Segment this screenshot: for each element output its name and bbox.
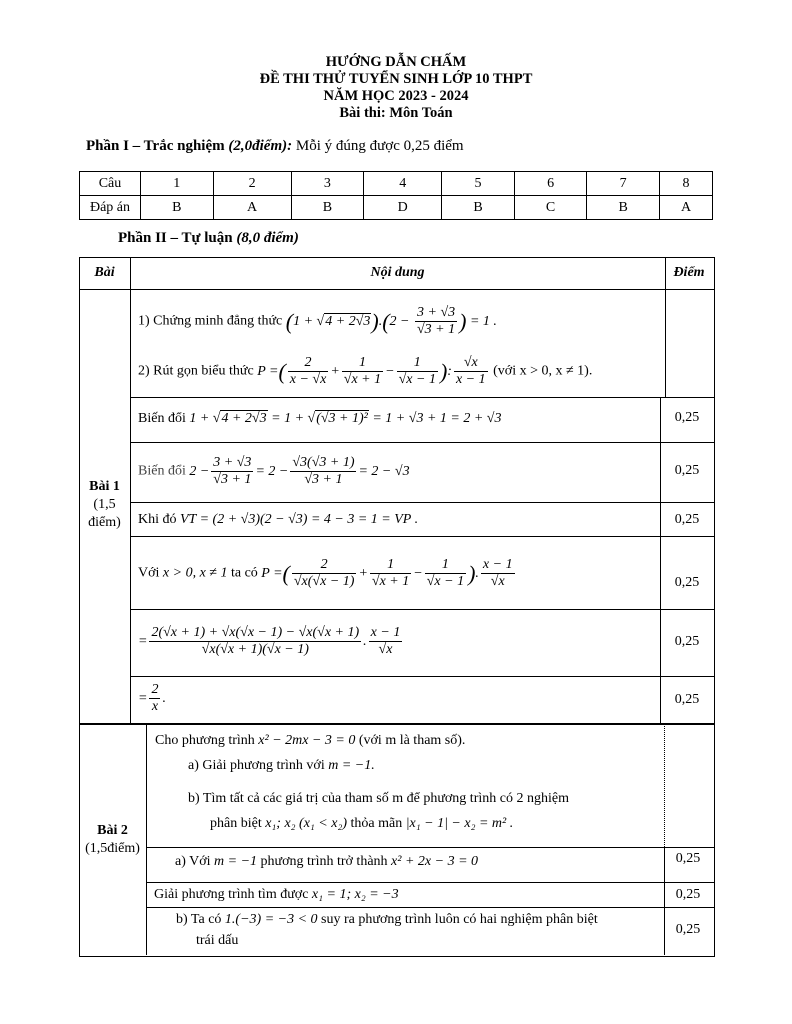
part1-heading <box>86 138 464 155</box>
answer-cell: C <box>514 196 587 220</box>
bai1-step-3 <box>138 511 658 529</box>
question-cell: 8 <box>660 172 713 196</box>
part1-note: Mỗi ý đúng được 0,25 điểm <box>292 138 464 154</box>
question-cell: 2 <box>213 172 291 196</box>
answer-table <box>79 171 713 220</box>
col-header-bai: Bài <box>94 265 115 280</box>
bai2-score-2: 0,25 <box>675 887 701 902</box>
step4-condition: x > 0, x ≠ 1 <box>162 565 228 581</box>
step5-formula: = $\frac{2(√x + 1) + √x(√x - 1) - √x(√x + 1)}{√x(√x + 1)(√x - 1)}$ . $\frac{x - 1}{√x}$ <box>138 625 401 657</box>
answer-table-question-row <box>80 172 713 196</box>
col-header-noi-dung: Nội dung <box>370 265 425 280</box>
bai2-intro <box>155 732 660 750</box>
answer-cell: A <box>660 196 713 220</box>
sb-text: b) Ta có <box>176 912 222 927</box>
row-divider <box>130 502 714 503</box>
part2-heading <box>118 230 299 247</box>
step6-formula: = $\frac{2}{x}$ . <box>138 682 166 714</box>
bai1-score-4: 0,25 <box>674 575 700 590</box>
answer-table-answer-row <box>80 196 713 220</box>
question-cell: 1 <box>141 172 214 196</box>
step1-formula: 1 + √4 + 2√3 = 1 + √(√3 + 1)² = 1 + √3 + 1 = 2 + √3 <box>189 411 502 426</box>
q1-text: 1) Chứng minh đẳng thức <box>138 313 283 329</box>
bai1-points-2: điểm) <box>88 515 121 530</box>
step4-mid: ta có <box>230 565 258 581</box>
answer-cell: B <box>587 196 660 220</box>
bai1-step-1 <box>138 410 658 428</box>
qb-text: phân biệt <box>210 816 262 831</box>
sb-rest: suy ra phương trình luôn có hai nghiệm phân biệt <box>321 912 598 927</box>
qb-mid: thỏa mãn <box>350 816 403 831</box>
header-line-4: Bài thi: Môn Toán <box>339 105 453 121</box>
q2-condition: (với x > 0, x ≠ 1). <box>493 363 593 379</box>
part2-points: (8,0 điểm) <box>236 230 299 246</box>
row-divider <box>130 397 714 398</box>
qa-value: m = −1. <box>328 758 375 773</box>
step2-prefix: Biến đổi <box>138 463 186 479</box>
step3-formula: VT = (2 + √3)(2 − √3) = 4 − 3 = 1 = VP . <box>180 512 419 527</box>
bai1-score-1: 0,25 <box>674 410 700 425</box>
answer-cell: B <box>141 196 214 220</box>
question-cell: 3 <box>291 172 364 196</box>
bai2-solution-a2 <box>154 886 654 904</box>
bai2-solution-b-line2: trái dấu <box>196 933 239 948</box>
sa-equation: x² + 2x − 3 = 0 <box>391 854 479 869</box>
bai2-solution-a <box>175 853 660 871</box>
q1-formula: (1 + √4 + 2√3).(2 − $\frac{3 + √3}{√3 + 1}$ ) = 1 . <box>285 305 497 337</box>
q2-text: 2) Rút gọn biểu thức <box>138 363 254 379</box>
bai1-step-5 <box>138 625 658 658</box>
question-cell: 5 <box>442 172 515 196</box>
qb-condition: |x₁ − 1| − x₂ = m² . <box>405 816 514 831</box>
col-divider <box>130 257 131 723</box>
row-divider <box>130 609 714 610</box>
header-line-1: HƯỚNG DẪN CHẤM <box>325 54 467 70</box>
bai1-question-2 <box>138 355 663 388</box>
answer-cell: D <box>364 196 442 220</box>
row-divider <box>146 882 714 883</box>
row-divider <box>130 676 714 677</box>
row-divider <box>130 536 714 537</box>
sa-m: m = −1 <box>214 854 258 869</box>
bai1-score-2: 0,25 <box>674 463 700 478</box>
question-cell: 4 <box>364 172 442 196</box>
row-label-dap-an: Đáp án <box>80 196 141 220</box>
sa-mid: phương trình trở thành <box>260 854 388 869</box>
bai2-points: (1,5điểm) <box>85 841 140 856</box>
row-divider <box>130 442 714 443</box>
question-cell: 6 <box>514 172 587 196</box>
header-line-2: ĐỀ THI THỬ TUYỂN SINH LỚP 10 THPT <box>259 71 533 87</box>
intro-equation: x² − 2mx − 3 = 0 <box>258 733 356 748</box>
bai1-label: Bài 1 <box>89 479 120 494</box>
row-divider <box>146 907 714 908</box>
bai1-step-6 <box>138 682 658 715</box>
step2-formula: 2 − $\frac{3 + √3}{√3 + 1}$ = 2 − $\frac{√3(√3 + 1)}{√3 + 1}$ = 2 − √3 <box>189 455 410 487</box>
part1-title: Phần I – Trắc nghiệm <box>86 138 229 154</box>
bai2-score-1: 0,25 <box>675 851 701 866</box>
row-divider <box>79 289 714 290</box>
answer-cell: A <box>213 196 291 220</box>
bai2-score-3: 0,25 <box>675 922 701 937</box>
sa-text: a) Với <box>175 854 211 869</box>
header-line-3: NĂM HỌC 2023 - 2024 <box>323 88 469 104</box>
bai2-question-b-line2 <box>210 815 660 833</box>
bai2-solution-b <box>176 911 661 929</box>
qa-text: a) Giải phương trình với <box>188 758 325 773</box>
col-divider <box>146 723 147 955</box>
col-divider <box>664 723 665 847</box>
step1-prefix: Biến đổi <box>138 411 186 426</box>
row-divider <box>146 847 714 848</box>
q2-formula: P =( $\frac{2}{x - √x}$ + $\frac{1}{√x + 1}$ − $\frac{1}{√x - 1}$ ): $\frac{√x}{x - 1}$ <box>257 355 486 387</box>
question-cell: 7 <box>587 172 660 196</box>
col-header-diem: Điểm <box>673 265 705 280</box>
sa2-solution: x₁ = 1; x₂ = −3 <box>311 887 399 902</box>
part1-points: (2,0điểm): <box>228 138 293 154</box>
bai1-score-3: 0,25 <box>674 512 700 527</box>
bai1-step-4 <box>138 557 658 590</box>
col-divider <box>660 397 661 723</box>
bai1-score-6: 0,25 <box>674 692 700 707</box>
row-label-cau: Câu <box>80 172 141 196</box>
answer-cell: B <box>291 196 364 220</box>
step4-prefix: Với <box>138 565 160 581</box>
sa2-text: Giải phương trình tìm được <box>154 887 309 902</box>
bai1-points: (1,5 <box>93 497 116 512</box>
intro-text: Cho phương trình <box>155 733 255 748</box>
bai2-question-b-line1: b) Tìm tất cả các giá trị của tham số m để phương trình có 2 nghiệm <box>188 791 569 806</box>
part2-title: Phần II – Tự luận <box>118 230 237 246</box>
qb-roots: x₁; x₂ (x₁ < x₂) <box>265 816 347 831</box>
bai2-label: Bài 2 <box>97 823 128 838</box>
sb-formula: 1.(−3) = −3 < 0 <box>224 912 318 927</box>
intro-note: (với m là tham số). <box>358 733 466 748</box>
step4-formula: P =( $\frac{2}{√x(√x - 1)}$ + $\frac{1}{√x + 1}$ − $\frac{1}{√x - 1}$ ). $\frac{x - 1}{√x}$ <box>261 557 513 589</box>
bai1-step-2 <box>138 455 658 488</box>
bai1-question-1 <box>138 305 658 338</box>
bai2-question-a <box>188 757 658 775</box>
step3-prefix: Khi đó <box>138 512 177 527</box>
answer-cell: B <box>442 196 515 220</box>
bai1-score-5: 0,25 <box>674 634 700 649</box>
